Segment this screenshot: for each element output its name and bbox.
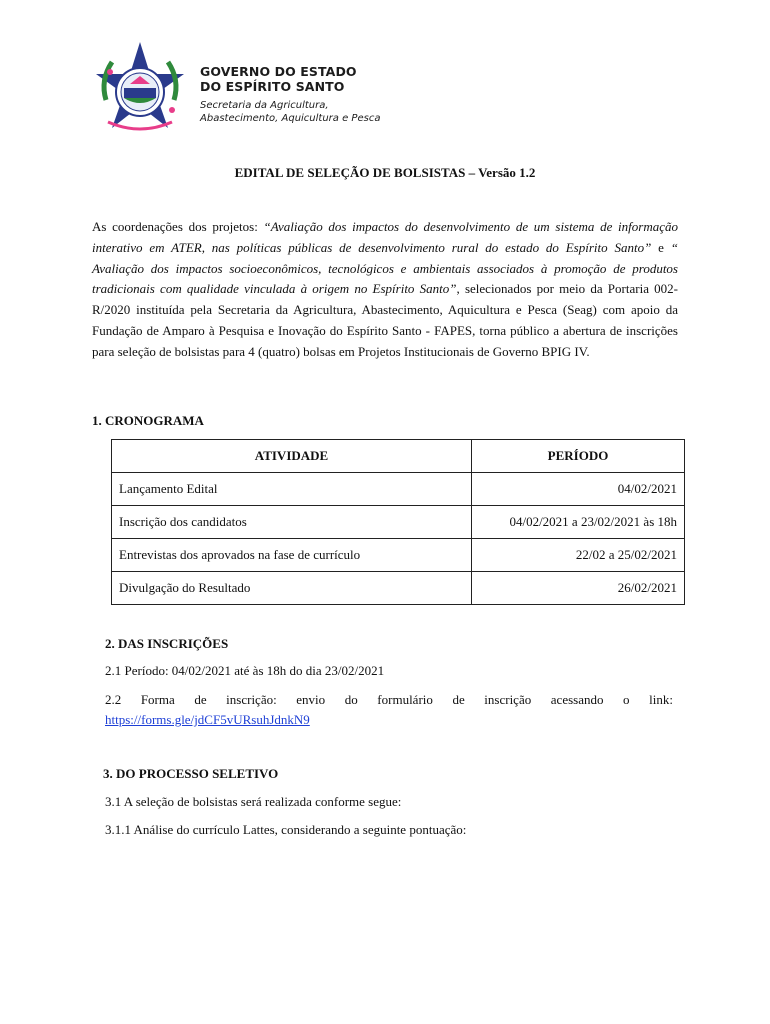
section-2-item-1: 2.1 Período: 04/02/2021 até às 18h do dia 23/02/2021 (105, 663, 385, 678)
word: link: (649, 692, 673, 707)
column-header-period: PERÍODO (472, 440, 685, 473)
government-name (200, 64, 380, 125)
period-cell: 04/02/2021 a 23/02/2021 às 18h (472, 506, 685, 539)
word: do (344, 692, 358, 707)
schedule-table (111, 439, 685, 605)
activity-cell: Inscrição dos candidatos (112, 506, 472, 539)
letterhead (88, 40, 408, 140)
activity-cell: Lançamento Edital (112, 473, 472, 506)
document-title: EDITAL DE SELEÇÃO DE BOLSISTAS – Versão 1.2 (234, 165, 536, 180)
word: inscrição: (226, 692, 277, 707)
word: de (452, 692, 465, 707)
secretariat-line-2: Abastecimento, Aquicultura e Pesca (200, 113, 381, 124)
section-2-item-2 (105, 692, 673, 708)
intro-text-1: As coordenações dos projetos: (92, 219, 264, 234)
period-cell: 04/02/2021 (472, 473, 685, 506)
activity-cell: Divulgação do Resultado (112, 572, 472, 605)
section-3-item-2: 3.1.1 Análise do currículo Lattes, considerando a seguinte pontuação: (105, 822, 467, 837)
secretariat-line-1: Secretaria da Agricultura, (200, 100, 329, 111)
word: Forma (140, 692, 175, 707)
section-2-heading: 2. DAS INSCRIÇÕES (105, 636, 229, 651)
gov-line-2: DO ESPÍRITO SANTO (200, 79, 345, 94)
period-cell: 26/02/2021 (472, 572, 685, 605)
registration-form-link[interactable]: https://forms.gle/jdCF5vURsuhJdnkN9 (105, 712, 310, 727)
table-row (112, 473, 685, 506)
state-seal-logo (88, 40, 192, 140)
word: o (623, 692, 630, 707)
intro-text-3: , selecionados por meio da Portaria 002-R/2020 instituída pela Secretaria da Agricultura, Abastecimento, Aquicultura e Pesca (Seag) com apoio da Fundação de Amparo à Pesquisa e Inovação do Espírito Santo - FAPES, torna público a abertura de inscrições para seleção de bolsistas para 4 (quatro) bolsas em Projetos Institucionais de Governo BPIG IV. (92, 281, 678, 359)
intro-text-2: e (651, 239, 671, 255)
section-1-heading: 1. CRONOGRAMA (92, 413, 204, 428)
word: inscrição (484, 692, 532, 707)
section-3-heading: 3. DO PROCESSO SELETIVO (103, 766, 279, 781)
word: 2.2 (105, 692, 122, 707)
column-header-activity: ATIVIDADE (112, 440, 472, 473)
word: acessando (550, 692, 604, 707)
word: envio (296, 692, 326, 707)
table-row (112, 506, 685, 539)
intro-paragraph (92, 217, 678, 363)
project-title-1: “Avaliação dos impactos do desenvolvimento de um sistema de informação interativo em ATER, nas políticas públicas de desenvolvimento rural do estado do Espírito Santo” (92, 219, 678, 255)
table-header-row (112, 440, 685, 473)
word: de (194, 692, 207, 707)
table-row (112, 539, 685, 572)
activity-cell: Entrevistas dos aprovados na fase de currículo (112, 539, 472, 572)
project-title-2: “ Avaliação dos impactos socioeconômicos, tecnológicos e ambientais associados à promoção de produtos tradicionais com qualidade vinculada à origem no Espírito Santo” (92, 239, 678, 297)
gov-line-1: GOVERNO DO ESTADO (200, 64, 357, 79)
section-3-item-1: 3.1 A seleção de bolsistas será realizada conforme segue: (105, 794, 402, 809)
word: formulário (377, 692, 433, 707)
table-row (112, 572, 685, 605)
period-cell: 22/02 a 25/02/2021 (472, 539, 685, 572)
